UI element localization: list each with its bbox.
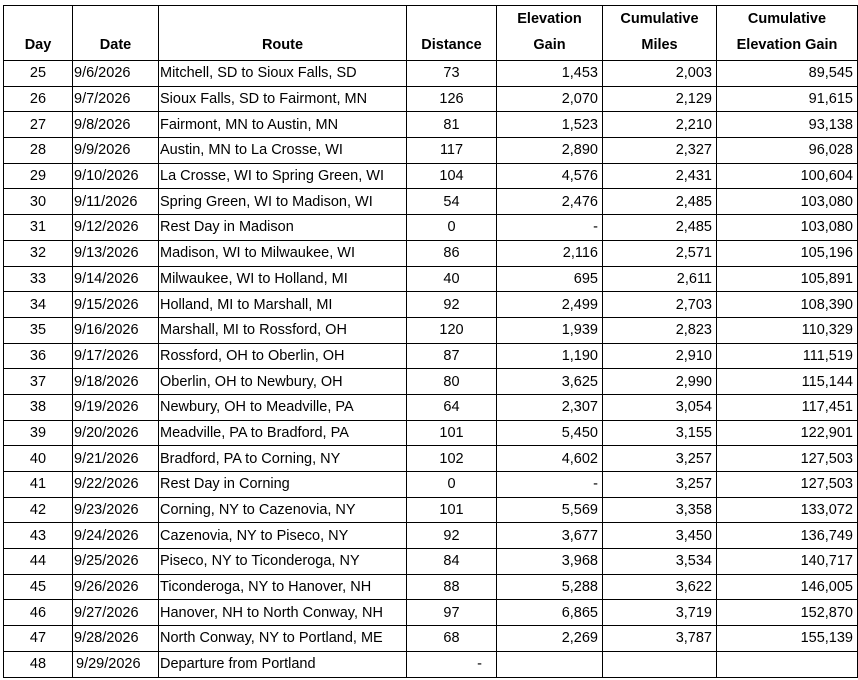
cell-elevation-gain <box>497 651 603 677</box>
table-row <box>4 369 858 395</box>
table-row <box>4 266 858 292</box>
cell-elevation-gain: 2,890 <box>497 138 603 164</box>
table-row <box>4 240 858 266</box>
cell-elevation-gain: 3,968 <box>497 549 603 575</box>
cell-cumulative-elevation-gain: 136,749 <box>717 523 858 549</box>
cell-route: Milwaukee, WI to Holland, MI <box>159 266 407 292</box>
cell-distance: 92 <box>407 292 497 318</box>
cell-day: 46 <box>4 600 73 626</box>
table-row <box>4 163 858 189</box>
cell-cumulative-miles: 2,003 <box>603 61 717 87</box>
cell-date: 9/16/2026 <box>73 317 159 343</box>
cell-day: 26 <box>4 86 73 112</box>
cell-route: Madison, WI to Milwaukee, WI <box>159 240 407 266</box>
cell-cumulative-elevation-gain: 103,080 <box>717 215 858 241</box>
cell-day: 33 <box>4 266 73 292</box>
table-row <box>4 446 858 472</box>
cell-route: Departure from Portland <box>159 651 407 677</box>
cell-day: 32 <box>4 240 73 266</box>
header-day: Day <box>4 6 73 61</box>
table-row <box>4 472 858 498</box>
cell-cumulative-miles: 2,431 <box>603 163 717 189</box>
cell-distance: 117 <box>407 138 497 164</box>
table-row <box>4 574 858 600</box>
cell-day: 37 <box>4 369 73 395</box>
table-row <box>4 343 858 369</box>
cell-day: 43 <box>4 523 73 549</box>
cell-date: 9/10/2026 <box>73 163 159 189</box>
cell-cumulative-elevation-gain: 108,390 <box>717 292 858 318</box>
cell-date: 9/7/2026 <box>73 86 159 112</box>
table-row <box>4 112 858 138</box>
cell-cumulative-elevation-gain: 96,028 <box>717 138 858 164</box>
header-elevation-gain: Elevation Gain <box>497 6 603 61</box>
cell-elevation-gain: 2,070 <box>497 86 603 112</box>
cell-cumulative-miles: 2,611 <box>603 266 717 292</box>
cell-day: 42 <box>4 497 73 523</box>
cell-date: 9/8/2026 <box>73 112 159 138</box>
cell-cumulative-miles: 2,485 <box>603 215 717 241</box>
cell-cumulative-miles: 2,210 <box>603 112 717 138</box>
table-row <box>4 317 858 343</box>
cell-cumulative-miles: 2,327 <box>603 138 717 164</box>
cell-cumulative-elevation-gain: 89,545 <box>717 61 858 87</box>
cell-cumulative-miles: 2,823 <box>603 317 717 343</box>
cell-day: 30 <box>4 189 73 215</box>
itinerary-table <box>3 5 858 678</box>
cell-cumulative-elevation-gain: 115,144 <box>717 369 858 395</box>
cell-distance: 86 <box>407 240 497 266</box>
table-row <box>4 420 858 446</box>
cell-cumulative-elevation-gain: 152,870 <box>717 600 858 626</box>
cell-elevation-gain: 5,450 <box>497 420 603 446</box>
table-row <box>4 215 858 241</box>
cell-cumulative-miles: 3,358 <box>603 497 717 523</box>
cell-day: 39 <box>4 420 73 446</box>
cell-distance: 54 <box>407 189 497 215</box>
table-row <box>4 138 858 164</box>
cell-cumulative-elevation-gain: 103,080 <box>717 189 858 215</box>
cell-elevation-gain: 2,269 <box>497 626 603 652</box>
cell-cumulative-elevation-gain: 122,901 <box>717 420 858 446</box>
cell-elevation-gain: 2,499 <box>497 292 603 318</box>
cell-cumulative-miles <box>603 651 717 677</box>
cell-day: 34 <box>4 292 73 318</box>
cell-cumulative-miles: 2,990 <box>603 369 717 395</box>
cell-route: Oberlin, OH to Newbury, OH <box>159 369 407 395</box>
cell-distance: 92 <box>407 523 497 549</box>
cell-elevation-gain: 2,116 <box>497 240 603 266</box>
cell-elevation-gain: 6,865 <box>497 600 603 626</box>
cell-cumulative-elevation-gain: 111,519 <box>717 343 858 369</box>
cell-route: Cazenovia, NY to Piseco, NY <box>159 523 407 549</box>
cell-cumulative-miles: 3,450 <box>603 523 717 549</box>
cell-route: Spring Green, WI to Madison, WI <box>159 189 407 215</box>
cell-distance: 102 <box>407 446 497 472</box>
cell-cumulative-elevation-gain: 146,005 <box>717 574 858 600</box>
table-row <box>4 394 858 420</box>
cell-cumulative-miles: 3,787 <box>603 626 717 652</box>
cell-cumulative-miles: 2,571 <box>603 240 717 266</box>
table-row <box>4 292 858 318</box>
cell-distance: 40 <box>407 266 497 292</box>
header-route: Route <box>159 6 407 61</box>
cell-route: Mitchell, SD to Sioux Falls, SD <box>159 61 407 87</box>
cell-cumulative-miles: 3,534 <box>603 549 717 575</box>
cell-route: Bradford, PA to Corning, NY <box>159 446 407 472</box>
cell-cumulative-elevation-gain: 105,196 <box>717 240 858 266</box>
cell-distance: 87 <box>407 343 497 369</box>
cell-cumulative-miles: 2,129 <box>603 86 717 112</box>
cell-route: North Conway, NY to Portland, ME <box>159 626 407 652</box>
cell-date: 9/13/2026 <box>73 240 159 266</box>
cell-distance: 120 <box>407 317 497 343</box>
cell-distance: 104 <box>407 163 497 189</box>
cell-day: 40 <box>4 446 73 472</box>
cell-day: 27 <box>4 112 73 138</box>
cell-cumulative-miles: 3,155 <box>603 420 717 446</box>
cell-day: 36 <box>4 343 73 369</box>
cell-route: Ticonderoga, NY to Hanover, NH <box>159 574 407 600</box>
cell-date: 9/17/2026 <box>73 343 159 369</box>
cell-cumulative-miles: 3,622 <box>603 574 717 600</box>
cell-route: Corning, NY to Cazenovia, NY <box>159 497 407 523</box>
cell-distance: 0 <box>407 215 497 241</box>
cell-route: Marshall, MI to Rossford, OH <box>159 317 407 343</box>
cell-day: 41 <box>4 472 73 498</box>
table-row <box>4 600 858 626</box>
cell-route: Sioux Falls, SD to Fairmont, MN <box>159 86 407 112</box>
cell-day: 28 <box>4 138 73 164</box>
cell-elevation-gain: 2,476 <box>497 189 603 215</box>
header-cumulative-elevation-gain: Cumulative Elevation Gain <box>717 6 858 61</box>
table-row-final <box>4 651 858 677</box>
cell-route: Rest Day in Corning <box>159 472 407 498</box>
cell-cumulative-miles: 3,719 <box>603 600 717 626</box>
cell-day: 45 <box>4 574 73 600</box>
cell-distance: 97 <box>407 600 497 626</box>
cell-date: 9/6/2026 <box>73 61 159 87</box>
header-row <box>4 6 858 61</box>
cell-elevation-gain: 2,307 <box>497 394 603 420</box>
cell-cumulative-miles: 3,054 <box>603 394 717 420</box>
cell-elevation-gain: 1,453 <box>497 61 603 87</box>
cell-day: 29 <box>4 163 73 189</box>
cell-cumulative-elevation-gain <box>717 651 858 677</box>
cell-elevation-gain: 4,602 <box>497 446 603 472</box>
cell-distance: 80 <box>407 369 497 395</box>
cell-date: 9/27/2026 <box>73 600 159 626</box>
cell-elevation-gain: 5,288 <box>497 574 603 600</box>
cell-date: 9/11/2026 <box>73 189 159 215</box>
cell-cumulative-miles: 3,257 <box>603 472 717 498</box>
cell-day: 31 <box>4 215 73 241</box>
cell-elevation-gain: 5,569 <box>497 497 603 523</box>
cell-date: 9/28/2026 <box>73 626 159 652</box>
table-row <box>4 523 858 549</box>
cell-day: 48 <box>4 651 73 677</box>
cell-date: 9/19/2026 <box>73 394 159 420</box>
table-row <box>4 497 858 523</box>
cell-date: 9/9/2026 <box>73 138 159 164</box>
cell-elevation-gain: - <box>497 215 603 241</box>
cell-cumulative-elevation-gain: 91,615 <box>717 86 858 112</box>
table-row <box>4 61 858 87</box>
table-row <box>4 86 858 112</box>
cell-date: 9/25/2026 <box>73 549 159 575</box>
cell-date: 9/24/2026 <box>73 523 159 549</box>
cell-date: 9/21/2026 <box>73 446 159 472</box>
cell-date: 9/29/2026 <box>73 651 159 677</box>
table-body <box>4 61 858 678</box>
cell-route: Rossford, OH to Oberlin, OH <box>159 343 407 369</box>
cell-route: Austin, MN to La Crosse, WI <box>159 138 407 164</box>
cell-route: Fairmont, MN to Austin, MN <box>159 112 407 138</box>
table-row <box>4 626 858 652</box>
cell-elevation-gain: 4,576 <box>497 163 603 189</box>
cell-elevation-gain: 3,625 <box>497 369 603 395</box>
cell-distance: 81 <box>407 112 497 138</box>
cell-route: Newbury, OH to Meadville, PA <box>159 394 407 420</box>
cell-date: 9/20/2026 <box>73 420 159 446</box>
cell-distance: 0 <box>407 472 497 498</box>
cell-day: 44 <box>4 549 73 575</box>
cell-cumulative-elevation-gain: 93,138 <box>717 112 858 138</box>
cell-date: 9/15/2026 <box>73 292 159 318</box>
cell-day: 47 <box>4 626 73 652</box>
cell-cumulative-elevation-gain: 105,891 <box>717 266 858 292</box>
cell-elevation-gain: 3,677 <box>497 523 603 549</box>
cell-distance: - <box>407 651 497 677</box>
cell-cumulative-elevation-gain: 127,503 <box>717 472 858 498</box>
cell-distance: 64 <box>407 394 497 420</box>
cell-cumulative-elevation-gain: 117,451 <box>717 394 858 420</box>
header-date: Date <box>73 6 159 61</box>
cell-day: 35 <box>4 317 73 343</box>
cell-distance: 73 <box>407 61 497 87</box>
cell-cumulative-elevation-gain: 127,503 <box>717 446 858 472</box>
table-row <box>4 549 858 575</box>
cell-cumulative-elevation-gain: 155,139 <box>717 626 858 652</box>
header-distance: Distance <box>407 6 497 61</box>
cell-date: 9/14/2026 <box>73 266 159 292</box>
cell-elevation-gain: - <box>497 472 603 498</box>
cell-route: Piseco, NY to Ticonderoga, NY <box>159 549 407 575</box>
cell-cumulative-miles: 2,485 <box>603 189 717 215</box>
cell-cumulative-miles: 2,910 <box>603 343 717 369</box>
cell-cumulative-elevation-gain: 133,072 <box>717 497 858 523</box>
cell-date: 9/12/2026 <box>73 215 159 241</box>
cell-route: Meadville, PA to Bradford, PA <box>159 420 407 446</box>
cell-date: 9/22/2026 <box>73 472 159 498</box>
header-cumulative-miles: Cumulative Miles <box>603 6 717 61</box>
cell-route: Rest Day in Madison <box>159 215 407 241</box>
cell-distance: 84 <box>407 549 497 575</box>
cell-distance: 101 <box>407 497 497 523</box>
cell-day: 38 <box>4 394 73 420</box>
cell-cumulative-miles: 2,703 <box>603 292 717 318</box>
cell-cumulative-elevation-gain: 100,604 <box>717 163 858 189</box>
cell-distance: 68 <box>407 626 497 652</box>
cell-date: 9/26/2026 <box>73 574 159 600</box>
cell-route: La Crosse, WI to Spring Green, WI <box>159 163 407 189</box>
cell-cumulative-elevation-gain: 110,329 <box>717 317 858 343</box>
cell-date: 9/18/2026 <box>73 369 159 395</box>
cell-cumulative-elevation-gain: 140,717 <box>717 549 858 575</box>
cell-distance: 126 <box>407 86 497 112</box>
cell-elevation-gain: 1,190 <box>497 343 603 369</box>
cell-elevation-gain: 695 <box>497 266 603 292</box>
cell-distance: 101 <box>407 420 497 446</box>
cell-elevation-gain: 1,939 <box>497 317 603 343</box>
cell-cumulative-miles: 3,257 <box>603 446 717 472</box>
cell-day: 25 <box>4 61 73 87</box>
table-row <box>4 189 858 215</box>
cell-distance: 88 <box>407 574 497 600</box>
cell-date: 9/23/2026 <box>73 497 159 523</box>
cell-route: Hanover, NH to North Conway, NH <box>159 600 407 626</box>
cell-elevation-gain: 1,523 <box>497 112 603 138</box>
cell-route: Holland, MI to Marshall, MI <box>159 292 407 318</box>
